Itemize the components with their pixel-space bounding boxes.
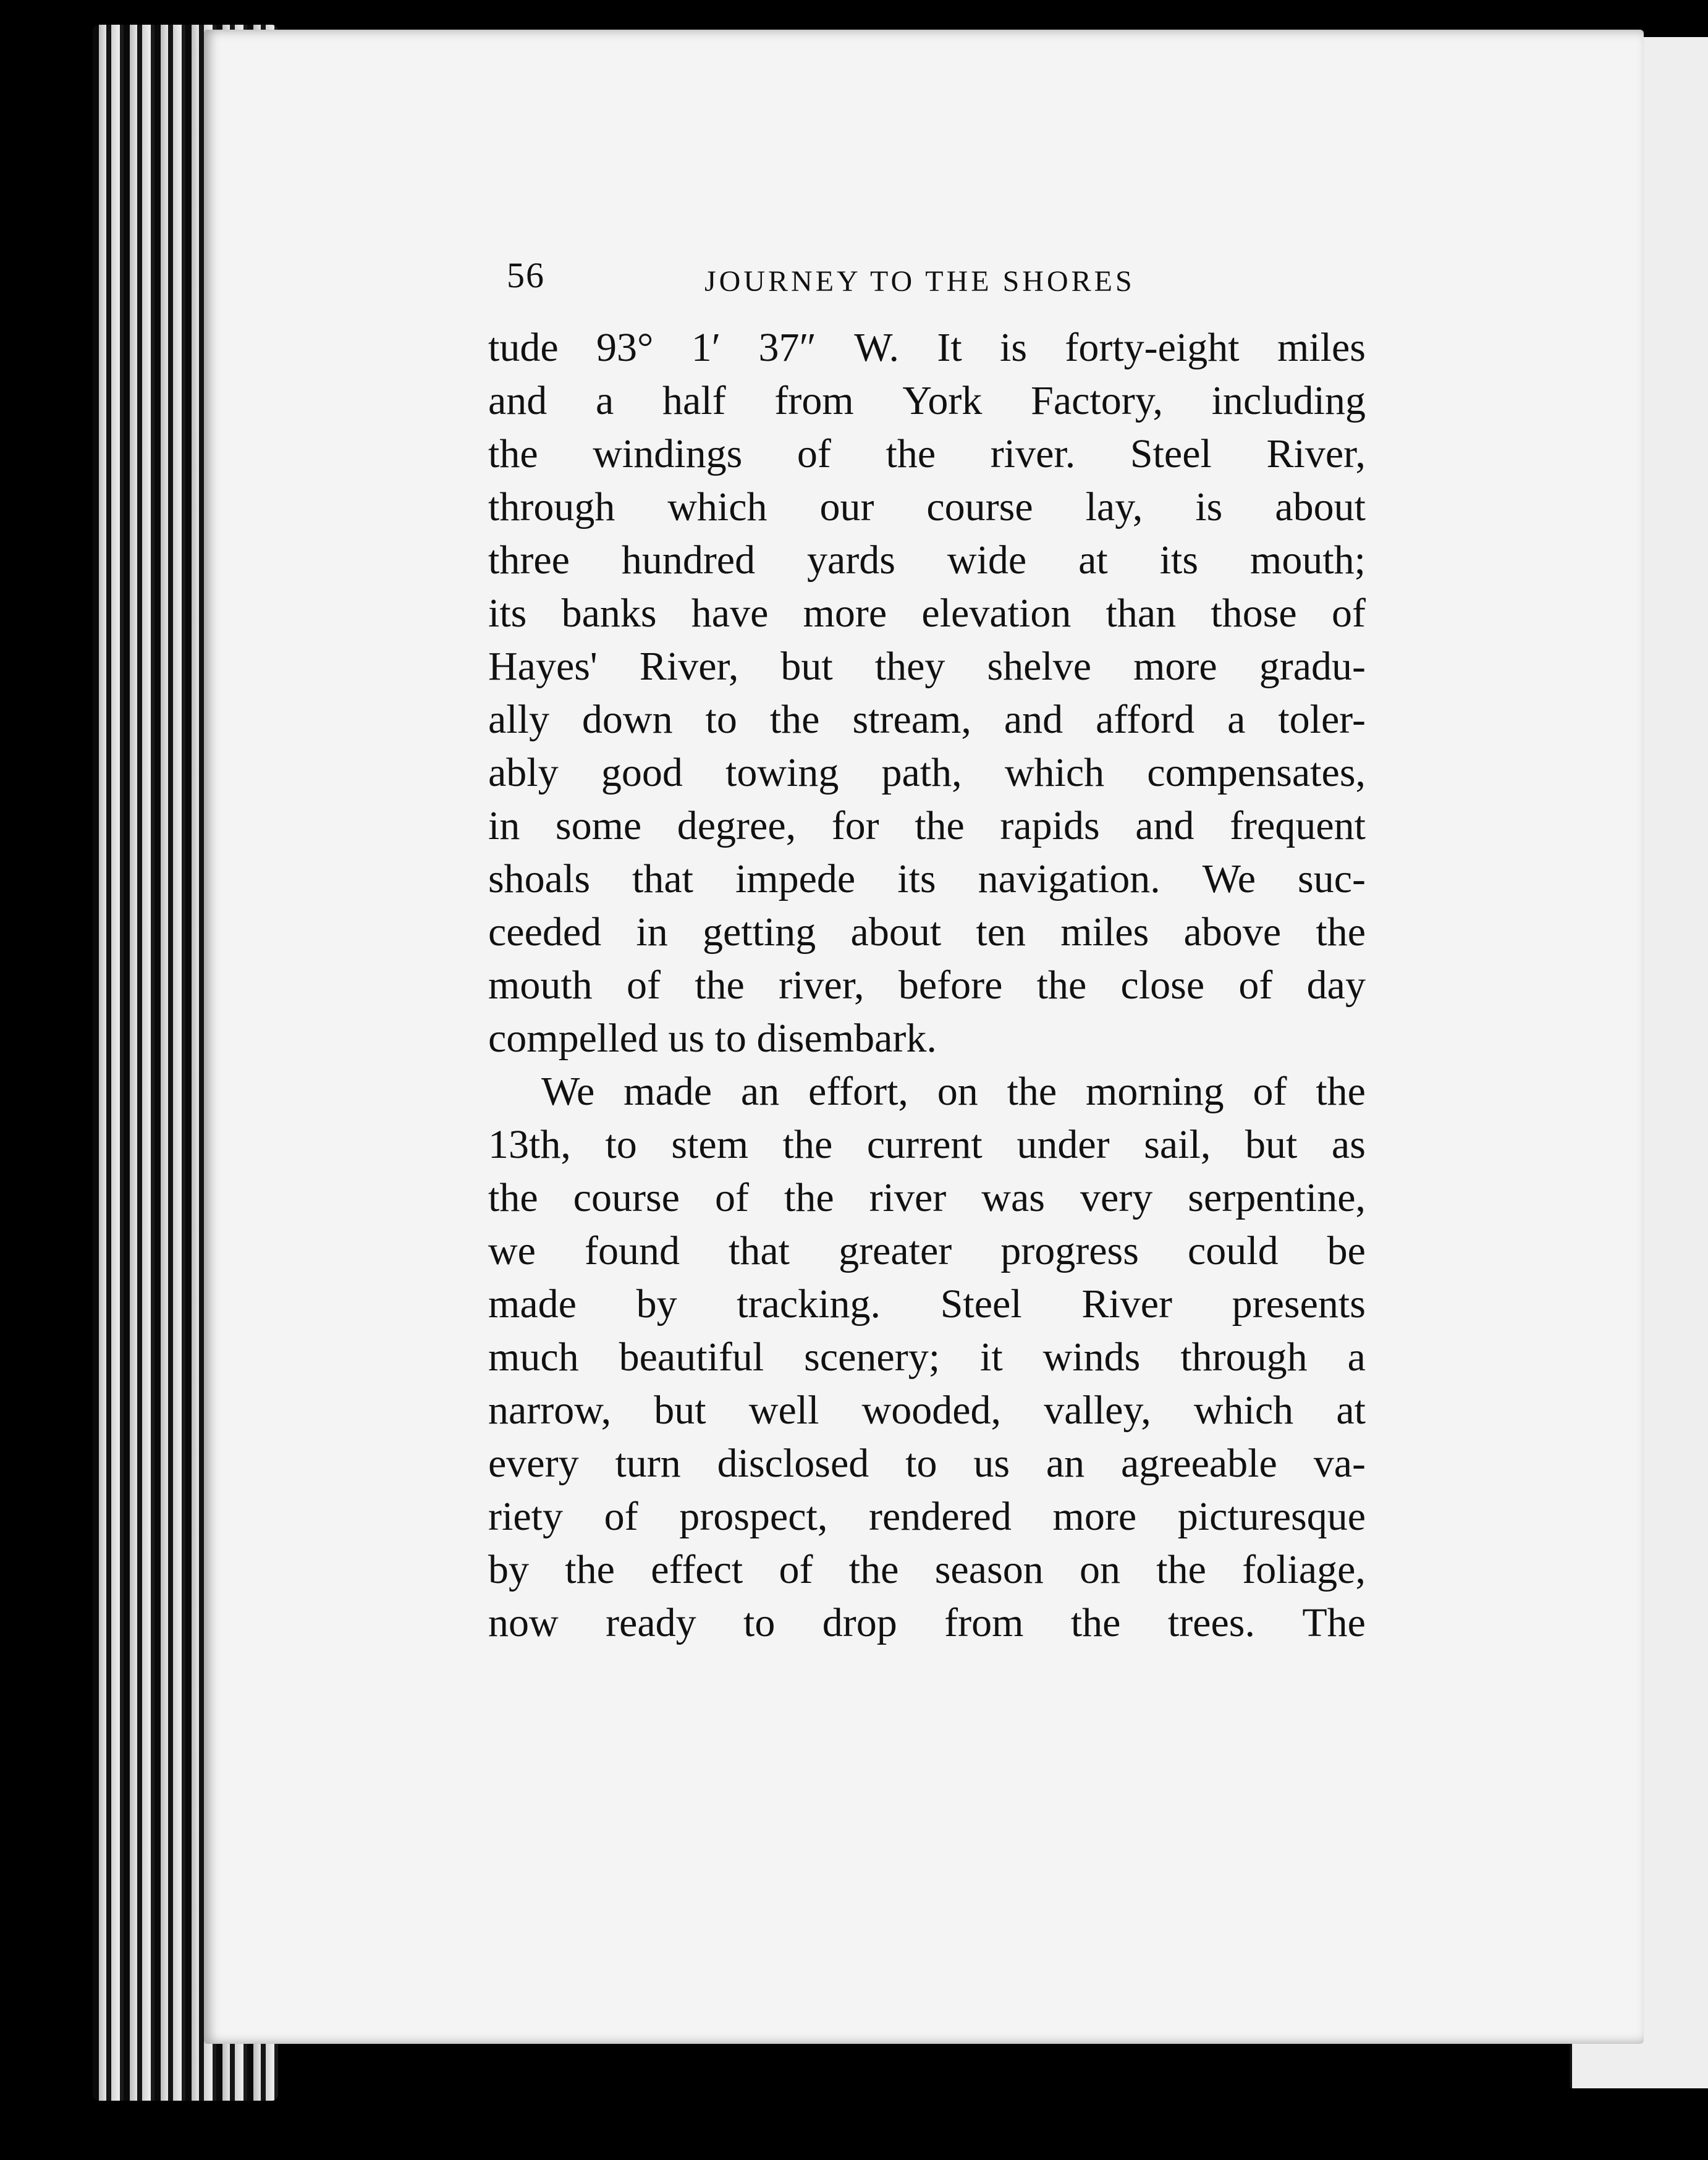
word: made — [488, 1281, 577, 1327]
word: its — [1159, 538, 1199, 583]
word: of — [1253, 1069, 1287, 1114]
word: made — [624, 1069, 712, 1114]
word: that — [729, 1228, 790, 1273]
word: the — [782, 1122, 833, 1167]
word: stem — [671, 1122, 749, 1167]
word: River, — [1266, 431, 1366, 476]
word: which — [1004, 750, 1105, 795]
word: miles — [1060, 909, 1149, 955]
text-line — [488, 799, 1366, 853]
word: beautiful — [619, 1335, 764, 1380]
text-line — [488, 374, 1366, 428]
word: our — [819, 484, 874, 529]
word: shoals — [488, 856, 590, 901]
word: half — [662, 378, 726, 423]
word: va- — [1313, 1441, 1366, 1486]
word: in — [488, 803, 520, 848]
text-line — [488, 587, 1366, 640]
word: they — [874, 644, 945, 689]
word: from — [944, 1600, 1024, 1645]
word: the — [1036, 963, 1087, 1008]
text-line — [488, 1012, 1366, 1065]
word: foliage, — [1242, 1547, 1366, 1592]
word: by — [488, 1547, 529, 1592]
word: afford — [1096, 697, 1195, 742]
word: suc- — [1298, 856, 1366, 901]
word: wide — [947, 538, 1027, 583]
word: the — [565, 1547, 615, 1592]
word: close — [1120, 963, 1205, 1008]
word: mouth; — [1249, 538, 1366, 583]
word: more — [1133, 644, 1217, 689]
word: in — [636, 909, 668, 955]
word: wooded, — [861, 1388, 1002, 1433]
word: the — [695, 963, 745, 1008]
word: the — [784, 1175, 834, 1220]
word: course — [926, 484, 1033, 529]
word: more — [803, 591, 887, 636]
word: prospect, — [679, 1494, 828, 1539]
text-line — [488, 640, 1366, 693]
text-line — [488, 1490, 1366, 1543]
word: drop — [822, 1600, 897, 1645]
word: those — [1211, 591, 1297, 636]
word: shelve — [987, 644, 1092, 689]
word: every — [488, 1441, 579, 1486]
word: rendered — [869, 1494, 1012, 1539]
word: some — [555, 803, 642, 848]
word: current — [866, 1122, 983, 1167]
word: its — [897, 856, 936, 901]
text-line — [488, 1225, 1366, 1278]
word: elevation — [921, 591, 1072, 636]
word: but — [1245, 1122, 1298, 1167]
word: as — [1331, 1122, 1366, 1167]
word: of — [626, 963, 661, 1008]
word: yards — [807, 538, 895, 583]
text-line — [488, 1384, 1366, 1437]
word: towing — [725, 750, 839, 795]
word: at — [1078, 538, 1108, 583]
word: sail, — [1144, 1122, 1211, 1167]
word: river, — [779, 963, 865, 1008]
word: on — [937, 1069, 978, 1114]
word: disclosed — [717, 1441, 869, 1486]
word: before — [898, 963, 1003, 1008]
text-line — [488, 746, 1366, 799]
word: 37″ — [758, 325, 816, 370]
text-line — [488, 1437, 1366, 1490]
word: 1′ — [691, 325, 721, 370]
running-head — [488, 253, 1366, 315]
word: compensates, — [1147, 750, 1366, 795]
word: to — [714, 1016, 746, 1061]
word: degree, — [677, 803, 797, 848]
word: from — [774, 378, 854, 423]
word: about — [850, 909, 942, 955]
word: scenery; — [804, 1335, 941, 1380]
word: The — [1302, 1600, 1366, 1645]
word: an — [740, 1069, 780, 1114]
word: the — [488, 431, 538, 476]
word: which — [667, 484, 767, 529]
word: frequent — [1230, 803, 1366, 848]
word: down — [581, 697, 673, 742]
word: windings — [593, 431, 743, 476]
text-line — [488, 693, 1366, 746]
word: We — [1202, 856, 1256, 901]
word: including — [1211, 378, 1366, 423]
word: agreeable — [1121, 1441, 1277, 1486]
word: the — [1316, 1069, 1366, 1114]
word: progress — [1000, 1228, 1139, 1273]
word: the — [769, 697, 820, 742]
word: a — [1347, 1335, 1366, 1380]
word: effort, — [808, 1069, 908, 1114]
word: be — [1327, 1228, 1366, 1273]
word: We — [541, 1069, 595, 1114]
word: course — [573, 1175, 680, 1220]
word: and — [488, 378, 547, 423]
text-line — [488, 1065, 1366, 1118]
word: ceeded — [488, 909, 602, 955]
text-line — [488, 906, 1366, 959]
word: of — [1238, 963, 1273, 1008]
word: the — [848, 1547, 899, 1592]
word: the — [1070, 1600, 1121, 1645]
word: of — [714, 1175, 749, 1220]
word: navigation. — [978, 856, 1161, 901]
word: than — [1106, 591, 1177, 636]
word: Steel — [1130, 431, 1212, 476]
word: It — [937, 325, 962, 370]
word: under — [1017, 1122, 1110, 1167]
text-line — [488, 1331, 1366, 1384]
word: River — [1081, 1281, 1172, 1327]
word: of — [797, 431, 831, 476]
word: valley, — [1044, 1388, 1151, 1433]
word: impede — [735, 856, 856, 901]
word: of — [604, 1494, 638, 1539]
word: much — [488, 1335, 579, 1380]
word: by — [636, 1281, 677, 1327]
word: tude — [488, 325, 559, 370]
text-line — [488, 1171, 1366, 1225]
word: on — [1080, 1547, 1120, 1592]
text-line — [488, 959, 1366, 1012]
word: have — [691, 591, 769, 636]
word: could — [1187, 1228, 1279, 1273]
word: River, — [639, 644, 739, 689]
word: trees. — [1167, 1600, 1255, 1645]
word: of — [779, 1547, 813, 1592]
text-line — [488, 1597, 1366, 1650]
word: ready — [606, 1600, 696, 1645]
word: to — [905, 1441, 937, 1486]
word: toler- — [1278, 697, 1366, 742]
word: through — [488, 484, 615, 529]
text-line — [488, 1543, 1366, 1597]
word: gradu- — [1259, 644, 1366, 689]
word: that — [632, 856, 693, 901]
word: the — [1156, 1547, 1206, 1592]
word: which — [1193, 1388, 1294, 1433]
word: a — [596, 378, 614, 423]
body-text — [488, 321, 1366, 1650]
word: river — [869, 1175, 947, 1220]
word: disembark. — [756, 1016, 937, 1061]
word: season — [934, 1547, 1044, 1592]
word: ably — [488, 750, 559, 795]
word: rapids — [1000, 803, 1100, 848]
word: ally — [488, 697, 549, 742]
word: now — [488, 1600, 559, 1645]
word: the — [1316, 909, 1366, 955]
word: winds — [1042, 1335, 1141, 1380]
word: York — [902, 378, 983, 423]
word: to — [705, 697, 737, 742]
word: it — [980, 1335, 1003, 1380]
word: compelled — [488, 1016, 658, 1061]
word: is — [1000, 325, 1028, 370]
word: banks — [561, 591, 657, 636]
word: found — [585, 1228, 680, 1273]
text-line — [488, 1118, 1366, 1171]
word: effect — [651, 1547, 743, 1592]
word: lay, — [1085, 484, 1143, 529]
word: 13th, — [488, 1122, 571, 1167]
word: morning — [1086, 1069, 1224, 1114]
word: very — [1080, 1175, 1153, 1220]
word: Hayes' — [488, 644, 598, 689]
word: an — [1046, 1441, 1085, 1486]
word: but — [654, 1388, 706, 1433]
word: river. — [990, 431, 1076, 476]
text-line — [488, 853, 1366, 906]
word: day — [1306, 963, 1366, 1008]
word: and — [1135, 803, 1194, 848]
word: but — [780, 644, 833, 689]
word: the — [915, 803, 965, 848]
text-line — [488, 428, 1366, 481]
word: us — [668, 1016, 705, 1061]
word: greater — [839, 1228, 952, 1273]
word: turn — [615, 1441, 681, 1486]
word: for — [831, 803, 879, 848]
text-line — [488, 321, 1366, 374]
word: the — [886, 431, 936, 476]
word: at — [1336, 1388, 1366, 1433]
word: through — [1180, 1335, 1308, 1380]
word: a — [1227, 697, 1246, 742]
word: tracking. — [737, 1281, 881, 1327]
word: is — [1195, 484, 1223, 529]
text-line — [488, 481, 1366, 534]
page-number: 56 — [507, 255, 545, 295]
word: three — [488, 538, 570, 583]
word: about — [1275, 484, 1366, 529]
word: us — [973, 1441, 1010, 1486]
word: more — [1052, 1494, 1137, 1539]
word: forty-eight — [1065, 325, 1240, 370]
word: picturesque — [1177, 1494, 1366, 1539]
word: was — [981, 1175, 1045, 1220]
word: above — [1183, 909, 1282, 955]
word: to — [605, 1122, 637, 1167]
word: the — [1007, 1069, 1057, 1114]
word: narrow, — [488, 1388, 612, 1433]
word: Factory, — [1031, 378, 1163, 423]
word: Steel — [940, 1281, 1022, 1327]
text-line — [488, 1278, 1366, 1331]
text-line — [488, 534, 1366, 587]
word: mouth — [488, 963, 593, 1008]
word: miles — [1277, 325, 1366, 370]
word: serpentine, — [1188, 1175, 1366, 1220]
word: to — [743, 1600, 776, 1645]
word: stream, — [852, 697, 971, 742]
word: well — [748, 1388, 819, 1433]
running-head-title: JOURNEY TO THE SHORES — [704, 265, 1135, 298]
word: path, — [881, 750, 962, 795]
word: and — [1004, 697, 1063, 742]
word: ten — [976, 909, 1026, 955]
page-text — [488, 253, 1366, 1650]
word: 93° — [596, 325, 654, 370]
word: getting — [703, 909, 816, 955]
word: its — [488, 591, 527, 636]
word: presents — [1232, 1281, 1366, 1327]
word: good — [601, 750, 683, 795]
word: of — [1331, 591, 1366, 636]
word: hundred — [621, 538, 756, 583]
word: riety — [488, 1494, 563, 1539]
word: we — [488, 1228, 536, 1273]
word: W. — [854, 325, 900, 370]
word: the — [488, 1175, 538, 1220]
